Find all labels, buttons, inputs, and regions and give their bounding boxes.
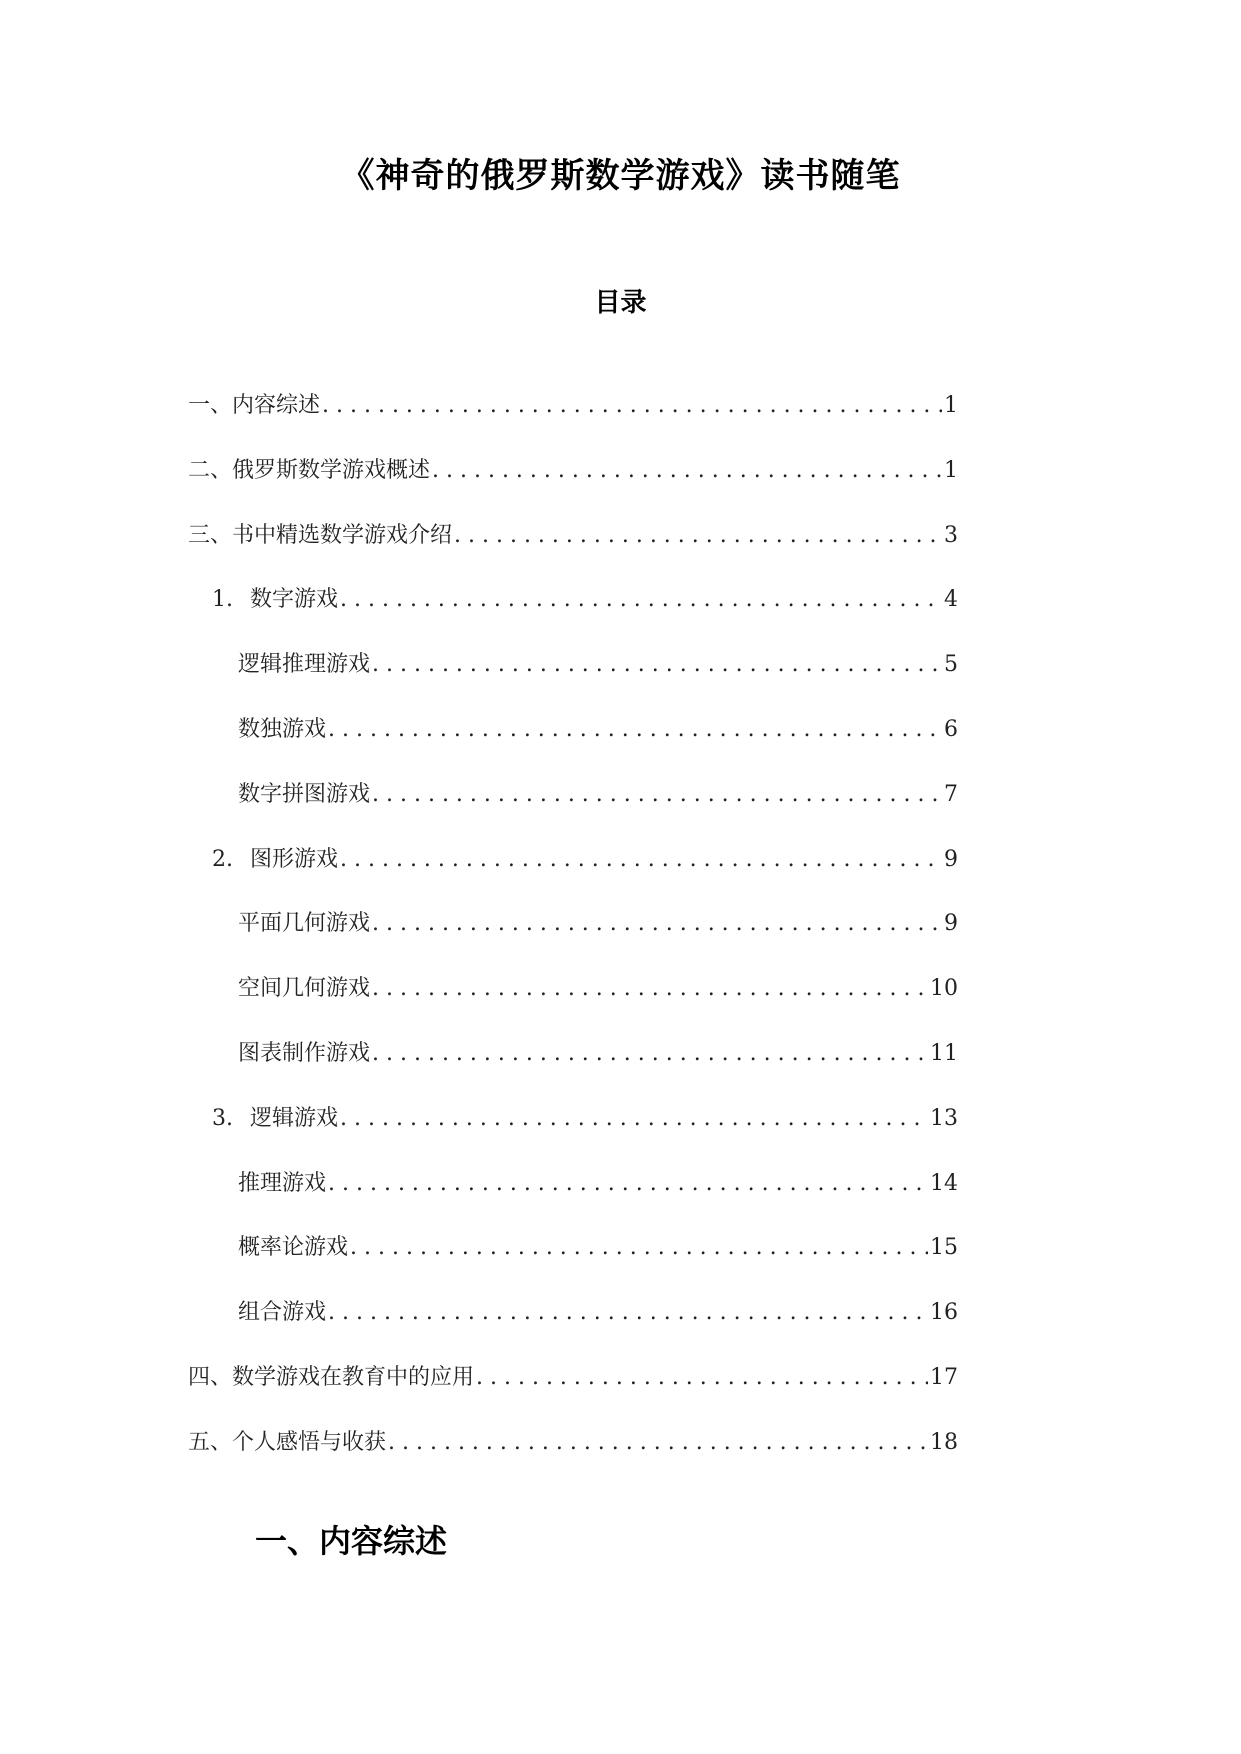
toc-entry-page: 15	[930, 1235, 958, 1261]
toc-entry-label: 组合游戏	[238, 1300, 327, 1326]
toc-entry[interactable]	[188, 388, 958, 453]
toc-leader-dots	[372, 911, 942, 936]
toc-entry-number: 2.	[212, 846, 233, 872]
toc-entry-label: 数独游戏	[238, 716, 327, 742]
toc-leader-dots	[454, 523, 942, 548]
toc-heading: 目录	[594, 288, 647, 318]
toc-entry-label: 三、书中精选数学游戏介绍	[188, 522, 453, 548]
toc-entry-label: 空间几何游戏	[238, 976, 371, 1002]
toc-entry[interactable]	[188, 842, 958, 907]
toc-entry-number: 1.	[212, 587, 233, 613]
document-title: 《神奇的俄罗斯数学游戏》读书随笔	[340, 156, 901, 196]
toc-entry[interactable]	[188, 1295, 958, 1360]
toc-entry-label: 逻辑推理游戏	[238, 652, 371, 678]
toc-leader-dots	[372, 1041, 928, 1066]
toc-entry-page: 10	[930, 976, 958, 1002]
toc-entry-label: 概率论游戏	[238, 1235, 349, 1261]
toc-entry-label: 图表制作游戏	[238, 1040, 371, 1066]
toc-entry[interactable]	[188, 1101, 958, 1166]
toc-entry-number: 3.	[212, 1105, 233, 1131]
toc-entry-page: 3	[944, 522, 958, 548]
toc-entry-label: 一、内容综述	[188, 393, 321, 418]
toc-leader-dots	[372, 782, 942, 807]
toc-entry[interactable]	[188, 1425, 958, 1490]
toc-leader-dots	[340, 847, 942, 872]
toc-entry-label: 图形游戏	[250, 846, 339, 872]
table-of-contents	[188, 388, 958, 1490]
toc-entry-page: 9	[944, 911, 958, 937]
toc-entry[interactable]	[188, 1036, 958, 1101]
toc-entry-page: 7	[944, 781, 958, 807]
toc-leader-dots	[388, 1430, 928, 1455]
toc-leader-dots	[328, 717, 942, 742]
toc-entry-page: 5	[944, 652, 958, 678]
toc-entry-page: 13	[930, 1105, 958, 1131]
section-heading: 一、内容综述	[255, 1522, 448, 1560]
toc-leader-dots	[328, 1300, 928, 1325]
toc-entry-label: 五、个人感悟与收获	[188, 1429, 387, 1455]
toc-leader-dots	[372, 652, 942, 677]
toc-leader-dots	[476, 1365, 928, 1390]
toc-entry-label: 四、数学游戏在教育中的应用	[188, 1364, 475, 1390]
toc-entry-page: 6	[944, 716, 958, 742]
toc-leader-dots	[322, 393, 942, 418]
toc-entry[interactable]	[188, 712, 958, 777]
toc-leader-dots	[328, 1171, 928, 1196]
toc-leader-dots	[432, 458, 942, 483]
toc-entry[interactable]	[188, 518, 958, 583]
toc-entry[interactable]	[188, 1166, 958, 1231]
toc-leader-dots	[340, 587, 942, 612]
toc-entry[interactable]	[188, 453, 958, 518]
toc-entry-page: 17	[930, 1364, 958, 1390]
toc-entry-page: 18	[930, 1429, 958, 1455]
toc-entry[interactable]	[188, 647, 958, 712]
toc-entry-label: 逻辑游戏	[250, 1105, 339, 1131]
toc-leader-dots	[340, 1106, 928, 1131]
toc-entry-page: 1	[944, 393, 958, 418]
toc-leader-dots	[350, 1235, 928, 1260]
toc-entry[interactable]	[188, 582, 958, 647]
toc-entry-label: 推理游戏	[238, 1170, 327, 1196]
toc-entry-page: 9	[944, 846, 958, 872]
toc-entry-page: 16	[930, 1300, 958, 1326]
toc-entry-page: 11	[930, 1040, 958, 1066]
toc-entry-page: 4	[944, 587, 958, 613]
toc-leader-dots	[372, 976, 928, 1001]
toc-entry[interactable]	[188, 1360, 958, 1425]
toc-entry-label: 平面几何游戏	[238, 911, 371, 937]
toc-entry-label: 数字游戏	[250, 587, 339, 613]
toc-entry[interactable]	[188, 906, 958, 971]
toc-entry-page: 1	[944, 457, 958, 483]
toc-entry-page: 14	[930, 1170, 958, 1196]
toc-entry[interactable]	[188, 971, 958, 1036]
toc-entry-label: 二、俄罗斯数学游戏概述	[188, 457, 431, 483]
toc-entry[interactable]	[188, 777, 958, 842]
toc-entry[interactable]	[188, 1230, 958, 1295]
toc-entry-label: 数字拼图游戏	[238, 781, 371, 807]
